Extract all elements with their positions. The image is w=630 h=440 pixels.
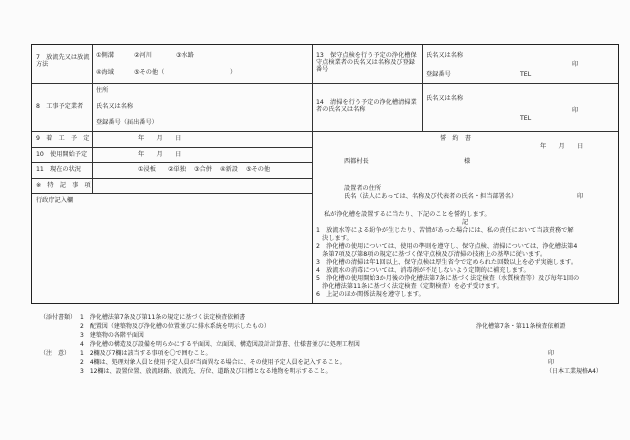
contractor-name-label: 氏名又は名称 [96,103,134,110]
divider [32,147,312,148]
row10-label: 10 使用開始予定 [36,151,88,158]
application-form-table [31,44,619,304]
option-other: ⑤その他（ [134,69,165,76]
row9-label: 9 着 工 予 定 [36,135,90,142]
addressee: 西都村長 [344,158,369,165]
row13-label: 13 保守点検を行う予定の浄化槽保守点検業者の氏名又は名称及び登録番号 [316,52,417,73]
pledge-ki: 記 [462,219,469,226]
seal-mark: 印 [577,193,584,200]
pledge-item: 浄化槽法第11条に基づく法定検査（定期検査）を必ず受けます。 [316,283,503,290]
status-option: ③合併 [194,166,212,173]
seal-mark: 印 [548,350,555,357]
honorific: 様 [464,158,471,165]
divider [32,193,312,194]
contractor-address-label: 住所 [96,87,109,94]
divider [32,131,312,132]
seal-mark: 印 [572,107,579,114]
option-sea: ④海域 [96,69,114,76]
divider [312,131,618,132]
form-title: 浄化槽第7条・第11条検査依頼證 [476,323,566,330]
maintenance-tel-label: TEL [520,71,532,78]
attachment-item: 4 浄化槽の構造及び設備を明らかにする平面図、立面図、構造図設計計算書、仕様書並びに処理工程図 [80,341,360,348]
pledge-intro: 私が浄化槽を設置するに当たり、下記のことを誓約します。 [324,211,491,218]
cleaning-tel-label: TEL [520,115,532,122]
pledge-item: 5 浄化槽の使用開始3か月後の浄化槽法第7条に基づく法定検査（水質検査等）及び毎年1回の [316,275,580,282]
attachment-item: 1 浄化槽法第7条及び第11条の規定に基づく法定検査依頼書 [80,314,246,321]
label-column-divider [422,45,423,131]
status-option: ④新設 [220,166,238,173]
seal-mark: 印 [548,359,555,366]
option-gutter: ①側溝 [96,52,114,59]
caution-item: 2 4欄は、処理対象人員と使用予定人員が当面異なる場合に、その使用予定人員を記入すること。 [80,359,346,366]
pledge-date: 年 月 日 [540,143,584,150]
pledge-item: 6 上記のほか関係法規を遵守します。 [316,291,425,298]
installer-address-label: 設置者の住所 [344,185,382,192]
seal-mark: 印 [572,61,579,68]
status-option: ①浸板 [138,166,156,173]
attachments-label: （添付書類） [40,314,77,321]
option-other-close: ） [230,69,237,76]
admin-field-label: 行政庁記入欄 [36,197,74,204]
pledge-item: 4 放流水の消毒については、消毒剤が不足しないよう定期的に補充します。 [316,267,530,274]
status-option: ②単独 [168,166,186,173]
pledge-item: 決します。 [316,235,353,242]
divider [32,178,312,179]
caution-label: （注 意） [40,350,71,357]
row11-label: 11 現在の状況 [36,166,81,173]
maintenance-reg-label: 登録番号 [426,71,451,78]
row8-label: 8 工事予定業者 [36,103,84,110]
option-channel: ③水路 [176,52,194,59]
pledge-item: 3 浄化槽の清掃は年1回以上、保守点検は厚生省令で定められた回数以上を必ず実施します。 [316,259,578,266]
label-column-divider [92,45,93,193]
paper-size-note: （日本工業規格A4） [546,368,602,375]
option-river: ②河川 [134,52,152,59]
attachment-item: 3 建築物の各階平面図 [80,332,144,339]
row12-label: ※ 特 記 事 項 [36,182,91,189]
pledge-item: 1 放流水等による紛争が生じたり、苦情があった場合には、私の責任において当該責務で解 [316,227,574,234]
pledge-item: 2 浄化槽の使用については、使用の準則を遵守し、保守点検、清掃については、浄化槽法第4 [316,243,578,250]
start-date: 年 月 日 [138,135,182,142]
pledge-item: 条第7項及び第8項の規定に基づく保守点検及び清掃の技術上の基準に従います。 [316,251,547,258]
installer-name-label: 氏名（法人にあっては、名称及び代表者の氏名・担当部署名） [344,193,518,200]
row7-label: 7 放流先又は放流方法 [36,54,90,68]
attachment-item: 2 配置図（建築物及び浄化槽の位置並びに排水系統を明示したもの） [80,323,270,330]
caution-item: 3 12欄は、設置位置、放流経路、放流先、方位、道路及び目標となる地物を明示すること。 [80,368,332,375]
divider [312,83,618,84]
pledge-title: 誓 約 書 [440,135,471,142]
divider [32,162,312,163]
cleaning-name-label: 氏名又は名称 [426,95,464,102]
row14-label: 14 清掃を行う予定の浄化槽清掃業者の氏名又は名称 [316,99,417,113]
maintenance-name-label: 氏名又は名称 [426,52,464,59]
divider [32,83,312,84]
status-option: ⑤その他 [246,166,271,173]
contractor-reg-label: 登録番号（届出番号） [96,119,158,126]
caution-item: 1 2欄及び7欄は該当する事項を〇で囲むこと。 [80,350,212,357]
use-start-date: 年 月 日 [138,151,182,158]
